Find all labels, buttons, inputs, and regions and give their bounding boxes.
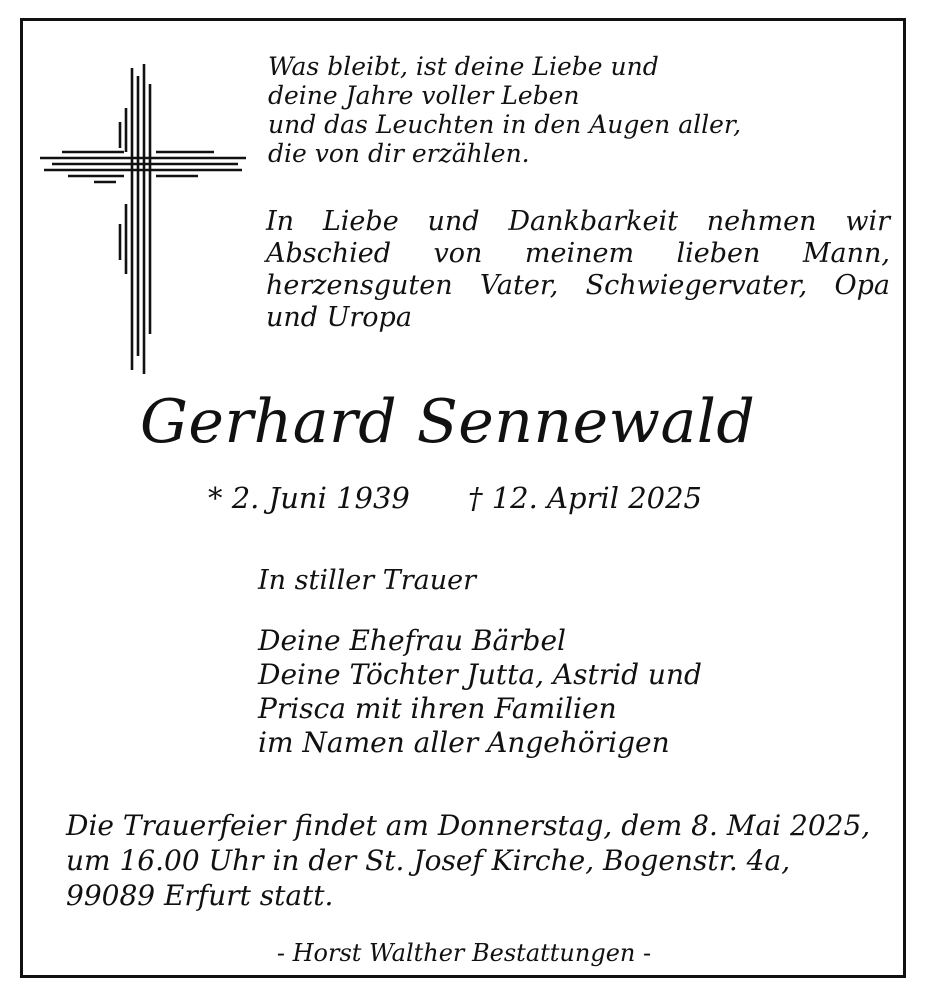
family-line: im Namen aller Angehörigen [258,726,670,759]
family-line: Prisca mit ihren Familien [258,692,617,725]
farewell-intro [266,206,890,334]
poem [268,52,741,168]
family-signatures [258,624,702,760]
family-line: Deine Töchter Jutta, Astrid und [258,658,702,691]
intro-line: und Uropa [266,302,412,333]
poem-line: und das Leuchten in den Augen aller, [268,110,742,139]
intro-line: In Liebe und Dankbarkeit nehmen wir [266,206,890,237]
ceremony-notice [66,808,870,913]
death-date: † 12. April 2025 [468,481,702,515]
poem-line: Was bleibt, ist deine Liebe und [268,52,659,81]
cross-icon [38,64,248,374]
intro-line: herzensguten Vater, Schwiegervater, Opa [266,270,890,301]
poem-line: deine Jahre voller Leben [268,81,580,110]
family-line: Deine Ehefrau Bärbel [258,624,566,657]
mourning-heading: In stiller Trauer [258,565,477,596]
birth-date: * 2. Juni 1939 [208,481,410,515]
undertaker-credit: - Horst Walther Bestattungen - [276,939,652,967]
ceremony-line: Die Trauerfeier findet am Donnerstag, dem 8. Mai 2025, [66,809,871,842]
poem-line: die von dir erzählen. [268,139,530,168]
intro-line: Abschied von meinem lieben Mann, [266,238,890,269]
ceremony-line: 99089 Erfurt statt. [66,879,334,912]
deceased-name: Gerhard Sennewald [140,387,756,457]
ceremony-line: um 16.00 Uhr in der St. Josef Kirche, Bogenstr. 4a, [66,844,791,877]
